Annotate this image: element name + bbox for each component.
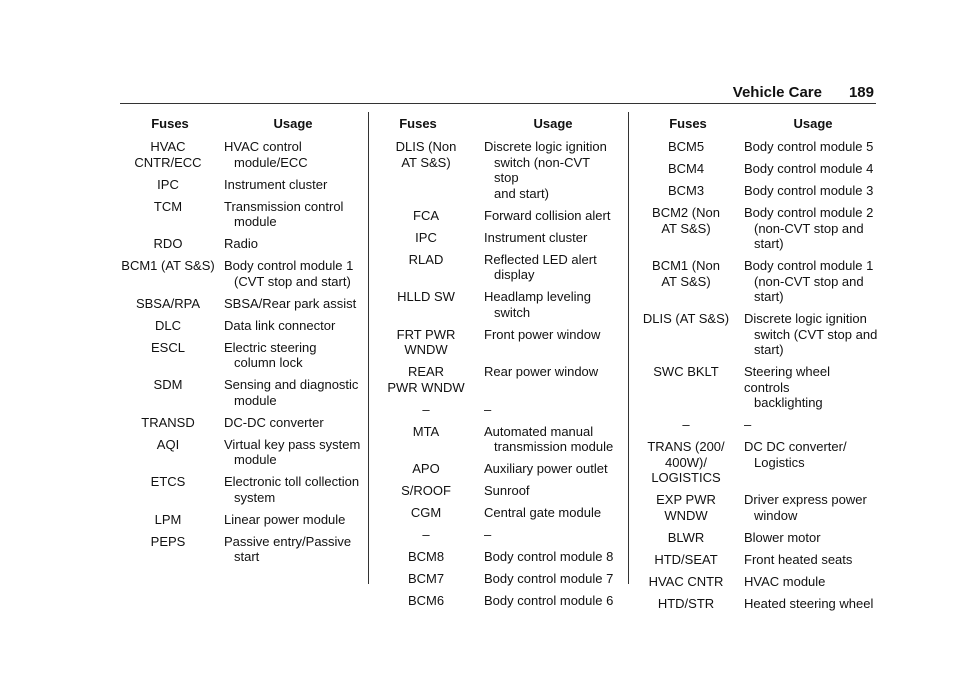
fuse-name-line: BLWR <box>667 529 705 545</box>
fuse-usage <box>484 230 618 246</box>
usage-header: Usage <box>533 116 573 131</box>
fuse-name-line: BCM4 <box>667 161 705 176</box>
fuse-name-line: SBSA/RPA <box>135 295 201 311</box>
fuse-usage-line: Body control module 3 <box>744 183 874 198</box>
fuse-usage-line: HVAC module <box>744 573 826 589</box>
fuse-usage <box>744 161 878 177</box>
fuse-name-line: DLIS (Non <box>395 139 457 154</box>
fuse-name <box>638 574 734 590</box>
fuse-name <box>378 230 474 246</box>
table-row <box>120 199 356 230</box>
fuse-name <box>638 258 734 305</box>
table-row <box>120 436 361 468</box>
fuse-usage <box>484 402 618 418</box>
table-row <box>638 439 878 486</box>
fuse-usage <box>744 596 878 612</box>
table-row <box>638 139 878 155</box>
usage-header: Usage <box>793 116 833 131</box>
fuse-name-line: – <box>422 527 430 542</box>
fuse-name-line: PWR WNDW <box>387 379 465 395</box>
fuse-usage <box>744 574 878 590</box>
fuse-usage <box>224 534 362 565</box>
fuse-name <box>638 364 734 411</box>
fuse-table-column-1 <box>120 116 361 571</box>
fuse-usage-line: Central gate module <box>484 505 602 520</box>
fuse-name-line: ESCL <box>151 339 185 355</box>
fuse-usage-line: Auxiliary power outlet <box>484 461 608 476</box>
fuse-usage-line: Body control module 4 <box>744 161 874 176</box>
fuse-usage-line: Logistics <box>754 454 805 470</box>
fuse-usage-line: Reflected LED alert <box>484 251 597 267</box>
fuse-usage <box>744 417 878 433</box>
fuse-usage <box>484 327 618 358</box>
fuse-usage <box>744 530 878 546</box>
fuse-usage <box>224 377 362 408</box>
fuse-name-line: AT S&S) <box>401 154 451 170</box>
fuse-usage-line: Steering wheel controls <box>744 364 830 395</box>
fuse-usage-line: Body control module 8 <box>484 549 614 564</box>
fuse-usage-line: (non-CVT stop and start) <box>754 220 864 251</box>
fuse-name <box>120 177 216 193</box>
fuse-usage <box>224 296 362 312</box>
fuse-usage-line: and start) <box>494 185 549 201</box>
fuse-name <box>638 417 734 433</box>
fuse-name-line: BCM5 <box>667 139 705 154</box>
fuse-name <box>638 439 734 486</box>
fuse-usage-line: – <box>484 401 492 417</box>
table-row <box>378 527 618 543</box>
fuse-usage-line: Electric steering <box>224 339 317 355</box>
fuse-usage <box>484 483 618 499</box>
table-row <box>120 474 360 505</box>
fuse-name-line: HLLD SW <box>397 289 455 304</box>
fuse-usage-line: Passive entry/Passive <box>224 533 352 549</box>
fuse-name-line: AT S&S) <box>661 273 711 289</box>
fuse-usage <box>224 340 362 371</box>
column-divider <box>628 112 629 584</box>
fuse-name-line: SWC BKLT <box>653 364 719 379</box>
fuse-name <box>378 483 474 499</box>
fuse-name-line: REAR <box>407 364 445 379</box>
fuse-usage-line: Body control module 7 <box>484 571 614 586</box>
fuse-usage <box>484 461 618 477</box>
fuse-usage <box>484 424 618 455</box>
page-header <box>120 84 876 104</box>
table-row <box>378 483 618 499</box>
fuse-usage-line: module/ECC <box>234 154 308 170</box>
fuse-name <box>638 161 734 177</box>
fuse-usage <box>744 439 878 486</box>
table-row <box>638 183 878 199</box>
fuse-usage-line: module <box>234 214 277 229</box>
fuse-usage <box>744 311 878 358</box>
fuse-usage-line: Discrete logic ignition <box>484 139 607 154</box>
header-rule <box>120 103 876 104</box>
table-row <box>378 208 618 224</box>
fuse-usage-line: Front power window <box>484 326 601 342</box>
fuse-table-column-2 <box>378 116 618 615</box>
fuse-usage-line: (non-CVT stop and start) <box>754 273 864 304</box>
fuse-name <box>378 252 474 283</box>
section-title: Vehicle Care <box>732 84 822 101</box>
fuse-usage-line: Linear power module <box>224 511 346 527</box>
table-row <box>120 534 356 565</box>
fuse-name-line: BCM1 (AT S&S) <box>121 258 215 273</box>
table-row <box>378 139 618 201</box>
fuse-name <box>120 258 216 289</box>
fuse-usage <box>744 552 878 568</box>
fuse-name <box>120 318 216 334</box>
fuse-name <box>378 461 474 477</box>
fuse-usage <box>744 205 878 252</box>
fuse-usage-line: – <box>484 527 492 542</box>
fuse-name-line: SDM <box>153 377 183 392</box>
fuse-usage <box>484 527 618 543</box>
table-row <box>378 571 618 587</box>
usage-header: Usage <box>273 116 313 131</box>
fuse-name <box>378 424 474 455</box>
fuse-usage-line: DC-DC converter <box>224 414 324 430</box>
fuse-usage <box>484 505 618 521</box>
fuse-usage <box>224 415 362 431</box>
fuse-name-line: BCM6 <box>407 593 445 608</box>
fuse-usage-line: switch (non-CVT stop <box>494 154 590 185</box>
fuse-usage-line: Instrument cluster <box>484 229 588 245</box>
table-row <box>638 530 878 546</box>
fuse-usage-line: – <box>744 417 752 432</box>
fuse-usage <box>224 177 362 193</box>
fuse-name-line: LPM <box>154 511 182 527</box>
fuse-name-line: BCM7 <box>407 571 445 586</box>
fuse-name <box>120 139 216 170</box>
table-row <box>120 377 359 408</box>
fuse-name-line: TRANS (200/ <box>647 439 725 454</box>
fuse-usage <box>484 208 618 224</box>
fuses-header: Fuses <box>399 116 437 131</box>
fuse-name <box>638 596 734 612</box>
fuse-usage <box>484 549 618 565</box>
table-row <box>120 415 356 431</box>
fuse-usage <box>224 437 362 468</box>
fuse-name-line: HVAC CNTR/ECC <box>134 139 202 170</box>
fuse-name-line: AQI <box>156 436 180 452</box>
fuse-usage <box>744 364 878 411</box>
fuse-name <box>120 377 216 408</box>
fuse-usage-line: start <box>234 549 260 564</box>
fuse-usage-line: Discrete logic ignition <box>744 311 867 326</box>
fuse-name-line: PEPS <box>150 533 186 549</box>
fuse-name <box>378 571 474 587</box>
table-row <box>120 258 356 289</box>
fuse-usage <box>484 289 618 320</box>
fuse-name <box>120 534 216 565</box>
table-header <box>638 116 878 132</box>
fuse-name-line: DLIS (AT S&S) <box>642 311 730 326</box>
fuses-header: Fuses <box>151 116 189 131</box>
fuse-name-line: EXP PWR WNDW <box>656 492 716 523</box>
fuses-header: Fuses <box>669 116 707 131</box>
fuse-usage <box>744 492 878 523</box>
fuse-name <box>378 593 474 609</box>
fuse-usage-line: HVAC control <box>224 139 302 154</box>
fuse-usage <box>484 571 618 587</box>
fuse-usage <box>224 318 362 334</box>
fuse-name-line: BCM1 (Non <box>652 258 720 273</box>
fuse-name <box>638 205 734 252</box>
table-row <box>378 549 618 565</box>
fuse-name <box>638 492 734 523</box>
table-row <box>638 364 878 411</box>
fuse-name-line: HTD/STR <box>657 595 715 611</box>
fuse-usage-line: Forward collision alert <box>484 207 611 223</box>
fuse-name-line: AT S&S) <box>661 220 711 236</box>
fuse-name <box>638 311 734 358</box>
fuse-usage-line: Sunroof <box>484 483 530 498</box>
fuse-name-line: BCM2 (Non <box>652 205 720 220</box>
fuse-usage-line: Body control module 2 <box>744 205 874 220</box>
fuse-usage-line: Virtual key pass system <box>224 436 361 452</box>
fuse-usage-line: (CVT stop and start) <box>234 273 351 289</box>
fuse-name-line: FRT PWR WNDW <box>396 326 456 357</box>
fuse-usage-line: Sensing and diagnostic <box>224 377 359 392</box>
fuse-usage-line: switch <box>494 304 531 320</box>
fuse-name-line: LOGISTICS <box>651 470 721 485</box>
fuse-usage <box>224 512 362 528</box>
table-row <box>638 258 878 305</box>
fuse-name-line: APO <box>412 461 440 476</box>
fuse-name <box>378 549 474 565</box>
table-row <box>378 364 618 395</box>
table-row <box>378 327 618 358</box>
fuse-name-line: 400W)/ <box>665 454 707 470</box>
table-row <box>120 236 356 252</box>
fuse-name-line: RLAD <box>408 251 444 267</box>
fuse-usage-line: Front heated seats <box>744 551 853 567</box>
fuse-usage-line: Automated manual <box>484 423 594 439</box>
table-row <box>120 340 356 371</box>
table-row <box>638 205 878 252</box>
fuse-usage-line: system <box>234 489 276 505</box>
fuse-usage-line: Transmission control <box>224 198 344 214</box>
fuse-usage-line: module <box>234 392 277 408</box>
column-divider <box>368 112 369 584</box>
fuse-name <box>378 208 474 224</box>
fuse-name <box>378 364 474 395</box>
fuse-name-line: BCM8 <box>407 549 445 564</box>
table-row <box>378 593 618 609</box>
fuse-name-line: DLC <box>154 317 181 333</box>
fuse-usage <box>484 364 618 395</box>
table-header <box>120 116 356 132</box>
fuse-name <box>120 340 216 371</box>
table-row <box>378 461 618 477</box>
fuse-name <box>638 552 734 568</box>
fuse-usage-line: transmission module <box>494 439 614 454</box>
fuse-name <box>638 530 734 546</box>
fuse-name <box>638 183 734 199</box>
fuse-name-line: ETCS <box>150 474 186 489</box>
fuse-name <box>378 402 474 418</box>
fuse-name-line: FCA <box>413 207 439 223</box>
fuse-usage <box>744 258 878 305</box>
table-row <box>378 402 618 418</box>
fuse-name <box>378 139 474 201</box>
fuse-usage-line: Body control module 1 <box>224 258 354 273</box>
fuse-name <box>378 327 474 358</box>
fuse-name <box>120 236 216 252</box>
fuse-name <box>120 474 216 505</box>
table-row <box>378 505 618 521</box>
fuse-usage-line: display <box>494 267 535 282</box>
fuse-usage-line: Body control module 1 <box>744 258 874 273</box>
fuse-name <box>638 139 734 155</box>
table-row <box>120 512 356 528</box>
fuse-usage-line: Headlamp leveling <box>484 289 591 304</box>
fuse-name-line: RDO <box>153 236 183 251</box>
fuse-name-line: – <box>422 401 430 417</box>
table-row <box>638 596 878 612</box>
fuse-name-line: – <box>682 417 690 432</box>
table-row <box>638 161 878 177</box>
table-row <box>378 252 618 283</box>
fuse-usage <box>484 252 618 283</box>
fuse-name-line: CGM <box>410 505 442 520</box>
fuse-usage-line: Data link connector <box>224 317 336 333</box>
fuse-usage <box>224 474 362 505</box>
fuse-usage-line: Electronic toll collection <box>224 474 360 489</box>
table-row <box>638 492 878 523</box>
fuse-usage-line: backlighting <box>754 395 823 410</box>
fuse-name <box>120 199 216 230</box>
fuse-usage-line: column lock <box>234 355 303 370</box>
fuse-name <box>120 512 216 528</box>
fuse-usage-line: Instrument cluster <box>224 176 328 192</box>
table-row <box>378 230 618 246</box>
fuse-usage-line: DC DC converter/ <box>744 439 847 454</box>
fuse-usage <box>744 183 878 199</box>
fuse-name <box>120 296 216 312</box>
fuse-name-line: TRANSD <box>141 414 195 430</box>
fuse-usage-line: switch (CVT stop and <box>754 326 878 342</box>
table-row <box>638 311 878 358</box>
fuse-name-line: BCM3 <box>667 183 705 198</box>
fuse-usage-line: SBSA/Rear park assist <box>224 295 357 311</box>
fuse-usage-line: Rear power window <box>484 364 599 379</box>
fuse-usage-line: window <box>754 507 798 523</box>
fuse-usage <box>484 139 618 201</box>
fuse-name-line: HTD/SEAT <box>654 551 718 567</box>
fuse-usage-line: Body control module 6 <box>484 593 614 608</box>
fuse-usage <box>484 593 618 609</box>
fuse-name-line: TCM <box>153 198 183 214</box>
fuse-usage-line: Driver express power <box>744 492 867 507</box>
fuse-name-line: S/ROOF <box>401 483 451 498</box>
fuse-usage-line: start) <box>754 342 784 357</box>
fuse-name <box>120 415 216 431</box>
fuse-name <box>378 527 474 543</box>
fuse-name <box>378 289 474 320</box>
fuse-usage-line: Blower motor <box>744 529 821 545</box>
table-header <box>378 116 618 132</box>
fuse-usage-line: module <box>234 452 277 467</box>
page-number: 189 <box>848 84 874 101</box>
table-row <box>120 296 356 312</box>
fuse-name-line: IPC <box>157 176 179 192</box>
fuse-usage-line: Heated steering wheel <box>744 595 874 611</box>
table-row <box>120 177 356 193</box>
fuse-usage <box>224 258 362 289</box>
fuse-usage <box>224 139 362 170</box>
fuse-table-column-3 <box>638 116 878 618</box>
table-row <box>378 424 618 455</box>
fuse-usage-line: Body control module 5 <box>744 139 874 154</box>
fuse-usage-line: Radio <box>224 236 258 251</box>
fuse-name <box>378 505 474 521</box>
fuse-usage <box>744 139 878 155</box>
table-row <box>120 318 356 334</box>
table-row <box>378 289 618 320</box>
fuse-name-line: IPC <box>415 229 437 245</box>
table-row <box>638 417 878 433</box>
fuse-usage <box>224 199 362 230</box>
fuse-name-line: HVAC CNTR <box>648 573 724 589</box>
fuse-usage <box>224 236 362 252</box>
table-row <box>638 574 878 590</box>
fuse-name <box>120 437 216 468</box>
table-row <box>638 552 878 568</box>
table-row <box>120 139 356 170</box>
fuse-name-line: MTA <box>412 423 440 439</box>
